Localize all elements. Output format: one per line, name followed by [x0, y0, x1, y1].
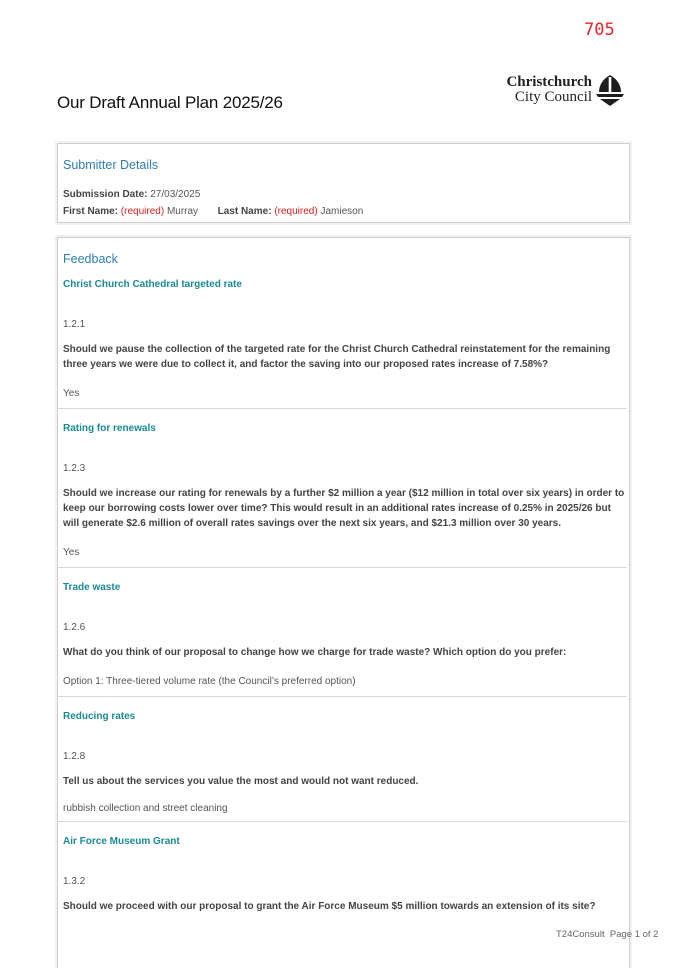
- question-number: 1.2.6: [63, 622, 86, 633]
- submitter-details-panel: [57, 143, 630, 223]
- logo-line1: Christchurch: [506, 74, 592, 90]
- answer-text: Yes: [63, 388, 80, 399]
- question-number: 1.2.1: [63, 319, 86, 330]
- page-footer: [556, 929, 658, 940]
- footer-page-indicator: Page 1 of 2: [609, 929, 659, 940]
- section-renewals-title: Rating for renewals: [63, 423, 156, 434]
- first-name-required: (required): [120, 206, 165, 217]
- document-title: Our Draft Annual Plan 2025/26: [57, 93, 283, 112]
- page-number: 705: [584, 20, 615, 40]
- section-divider: [58, 696, 627, 697]
- submission-date-line: [63, 189, 200, 200]
- submitter-details-heading: Submitter Details: [63, 158, 159, 172]
- feedback-panel: [57, 237, 630, 968]
- section-cathedral-rate-title: Christ Church Cathedral targeted rate: [63, 279, 242, 290]
- answer-text: Yes: [63, 547, 80, 558]
- logo-wordmark: [498, 74, 592, 105]
- footer-brand: T24Consult: [556, 929, 605, 940]
- section-reducing-rates-title: Reducing rates: [63, 711, 136, 722]
- submission-date-label: Submission Date:: [63, 189, 148, 200]
- answer-text: rubbish collection and street cleaning: [63, 803, 228, 814]
- question-text: Should we pause the collection of the targeted rate for the Christ Church Cathedral reinstatement for the remaining three years we were due to collect it, and factor the saving into our proposed rates increase of 7.58%?: [63, 344, 611, 370]
- section-trade-waste-title: Trade waste: [63, 582, 121, 593]
- cathedral-emblem-icon: [594, 74, 626, 106]
- question-text: Tell us about the services you value the most and would not want reduced.: [63, 776, 419, 787]
- section-divider: [58, 408, 627, 409]
- feedback-heading: Feedback: [63, 252, 118, 266]
- question-text: What do you think of our proposal to change how we charge for trade waste? Which option do you prefer:: [63, 647, 567, 658]
- council-logo: [498, 74, 628, 108]
- last-name-label: Last Name:: [217, 206, 272, 217]
- section-air-force-museum-title: Air Force Museum Grant: [63, 836, 180, 847]
- question-text: Should we proceed with our proposal to grant the Air Force Museum $5 million towards an extension of its site?: [63, 901, 596, 912]
- name-line: [63, 206, 363, 217]
- question-number: 1.2.3: [63, 463, 86, 474]
- question-number: 1.2.8: [63, 751, 86, 762]
- section-divider: [58, 821, 627, 822]
- question-number: 1.3.2: [63, 876, 86, 887]
- question-text: Should we increase our rating for renewals by a further $2 million a year ($12 million in total over six years) in order to keep our borrowing costs lower over time? This would result in an additional rates increase of 0.25% in 2025/26 but will generate $2.6 million of overall rates savings over the next six years, and $21.3 million over 30 years.: [63, 488, 625, 529]
- logo-line2: City Council: [514, 89, 592, 105]
- last-name-required: (required): [274, 206, 318, 217]
- submission-date-value: 27/03/2025: [150, 189, 201, 200]
- last-name-value: Jamieson: [320, 206, 364, 217]
- first-name-value: Murray: [166, 206, 199, 217]
- first-name-label: First Name:: [63, 206, 119, 217]
- answer-text: Option 1: Three-tiered volume rate (the Council’s preferred option): [63, 676, 356, 687]
- section-divider: [58, 567, 627, 568]
